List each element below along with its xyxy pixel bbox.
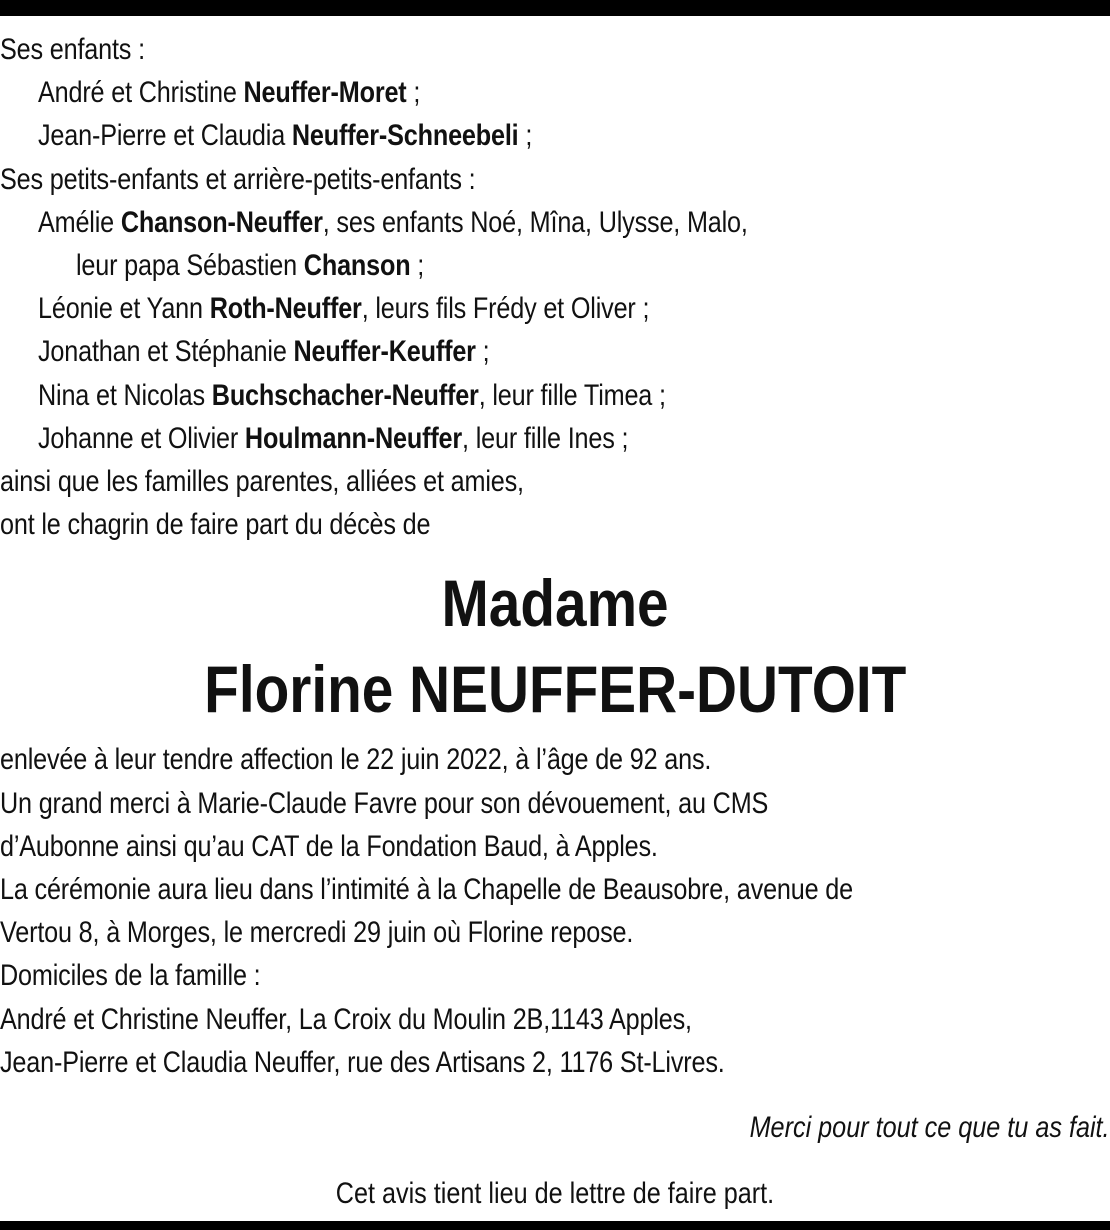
family-name: Neuffer-Moret (243, 76, 407, 110)
children-heading: Ses enfants : (0, 33, 145, 66)
child-entry: Jean-Pierre et Claudia Neuffer-Schneebeli ; (38, 119, 533, 153)
footer-note: Cet avis tient lieu de lettre de faire part. (335, 1177, 775, 1211)
grandchild-entry: Amélie Chanson-Neuffer, ses enfants Noé, Mîna, Ulysse, Malo, (38, 205, 748, 239)
body-line: La cérémonie aura lieu dans l’intimité à la Chapelle de Beausobre, avenue de (0, 873, 853, 907)
grandchild-entry: Nina et Nicolas Buchschacher-Neuffer, leur fille Timea ; (38, 378, 666, 412)
child-entry: André et Christine Neuffer-Moret ; (38, 76, 421, 110)
body-line: d’Aubonne ainsi qu’au CAT de la Fondation Baud, à Apples. (0, 829, 658, 863)
grandchildren-heading: Ses petits-enfants et arrière-petits-enfants : (0, 162, 476, 196)
deceased-name: Florine NEUFFER-DUTOIT (203, 652, 907, 727)
deceased-title: Madame (441, 566, 669, 641)
family-name: Chanson-Neuffer (120, 205, 323, 239)
body-line: Un grand merci à Marie-Claude Favre pour son dévouement, au CMS (0, 786, 769, 820)
family-name: Houlmann-Neuffer (244, 421, 463, 455)
grandchild-entry: Léonie et Yann Roth-Neuffer, leurs fils Frédy et Oliver ; (38, 292, 650, 326)
family-name: Neuffer-Keuffer (293, 335, 476, 369)
family-name: Chanson (303, 249, 411, 283)
bottom-rule (0, 1221, 1110, 1230)
family-name: Roth-Neuffer (209, 292, 362, 326)
grandchild-entry: leur papa Sébastien Chanson ; (76, 249, 425, 283)
body-line: enlevée à leur tendre affection le 22 juin 2022, à l’âge de 92 ans. (0, 743, 712, 777)
family-name: Neuffer-Schneebeli (291, 119, 519, 153)
closing-message: Merci pour tout ce que tu as fait. (750, 1111, 1110, 1145)
grandchild-entry: Johanne et Olivier Houlmann-Neuffer, leur fille Ines ; (38, 421, 629, 455)
top-rule (0, 0, 1110, 16)
body-line: Vertou 8, à Morges, le mercredi 29 juin où Florine repose. (0, 916, 634, 950)
announce-line: ont le chagrin de faire part du décès de (0, 508, 431, 542)
grandchild-entry: Jonathan et Stéphanie Neuffer-Keuffer ; (38, 335, 490, 369)
body-line: André et Christine Neuffer, La Croix du Moulin 2B,1143 Apples, (0, 1002, 692, 1036)
family-name: Buchschacher-Neuffer (211, 378, 479, 412)
deceased-name-block (0, 560, 1110, 732)
body-line: Jean-Pierre et Claudia Neuffer, rue des Artisans 2, 1176 St-Livres. (0, 1045, 725, 1079)
families-line: ainsi que les familles parentes, alliées et amies, (0, 465, 524, 499)
body-line: Domiciles de la famille : (0, 959, 261, 993)
obituary-notice (0, 28, 1110, 1215)
